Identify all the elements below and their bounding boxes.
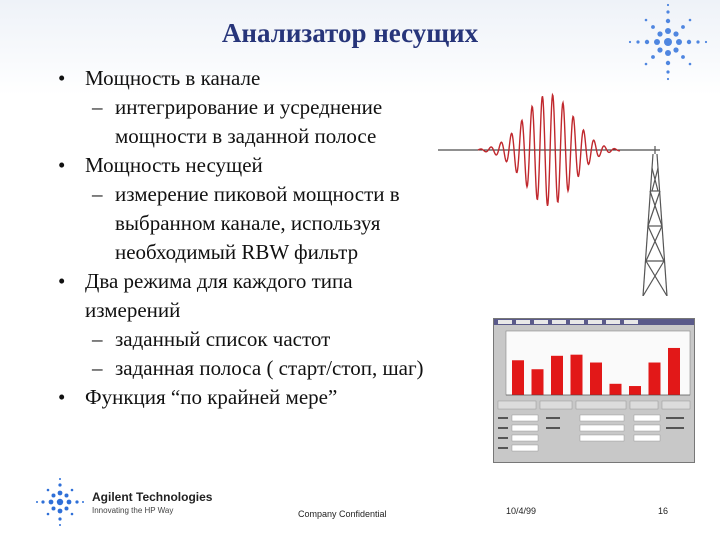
bullet-marker: • [58,66,66,90]
sub-bullet-item [58,354,488,383]
dash-marker: – [92,327,103,351]
radio-tower-icon [638,146,672,296]
bullet-continuation: измерений [85,298,181,322]
analyzer-screenshot [493,318,695,463]
page-number: 16 [658,506,669,516]
bullet-item [58,267,488,325]
bullet-item [58,383,488,412]
sub-bullet-item [58,93,488,151]
bullet-text: Функция “по крайней мере” [85,385,338,409]
bullet-text: Мощность в канале [85,66,261,90]
analyzer-bar [551,356,563,395]
analyzer-bar [532,369,544,395]
analyzer-bar [649,363,661,395]
sub-bullet-line: выбранном канале, используя [115,211,381,235]
bullet-list [58,64,488,412]
sub-bullet-line: измерение пиковой мощности в [115,182,400,206]
sub-bullet-line: заданная полоса ( старт/стоп, шаг) [115,356,424,380]
footer-confidential: Company Confidential [298,509,387,519]
sub-bullet-item [58,325,488,354]
slide-title: Анализатор несущих [221,18,479,48]
sub-bullet-item [58,180,488,267]
footer-date: 10/4/99 [506,506,537,516]
bullet-text: Мощность несущей [85,153,263,177]
analyzer-bar [629,386,641,395]
analyzer-bar [590,363,602,395]
sub-bullet-line: заданный список частот [115,327,331,351]
agilent-logo-icon [34,476,86,528]
bullet-marker: • [58,153,66,177]
dash-marker: – [92,95,103,119]
analyzer-bar [668,348,680,395]
analyzer-bar [512,360,524,395]
agilent-spark-icon [618,2,718,82]
analyzer-bar [610,384,622,395]
brand-tagline: Innovating the HP Way [92,506,174,515]
dash-marker: – [92,356,103,380]
bullet-marker: • [58,269,66,293]
rf-waveform-icon [438,88,663,213]
dash-marker: – [92,182,103,206]
analyzer-bar [571,355,583,395]
sub-bullet-line: необходимый RBW фильтр [115,240,359,264]
sub-bullet-line: мощности в заданной полосе [115,124,377,148]
bullet-text: Два режима для каждого типа [85,269,353,293]
bullet-item [58,151,488,180]
sub-bullet-line: интегрирование и усреднение [115,95,383,119]
brand-name: Agilent Technologies [92,490,213,504]
bullet-item [58,64,488,93]
bullet-marker: • [58,385,66,409]
